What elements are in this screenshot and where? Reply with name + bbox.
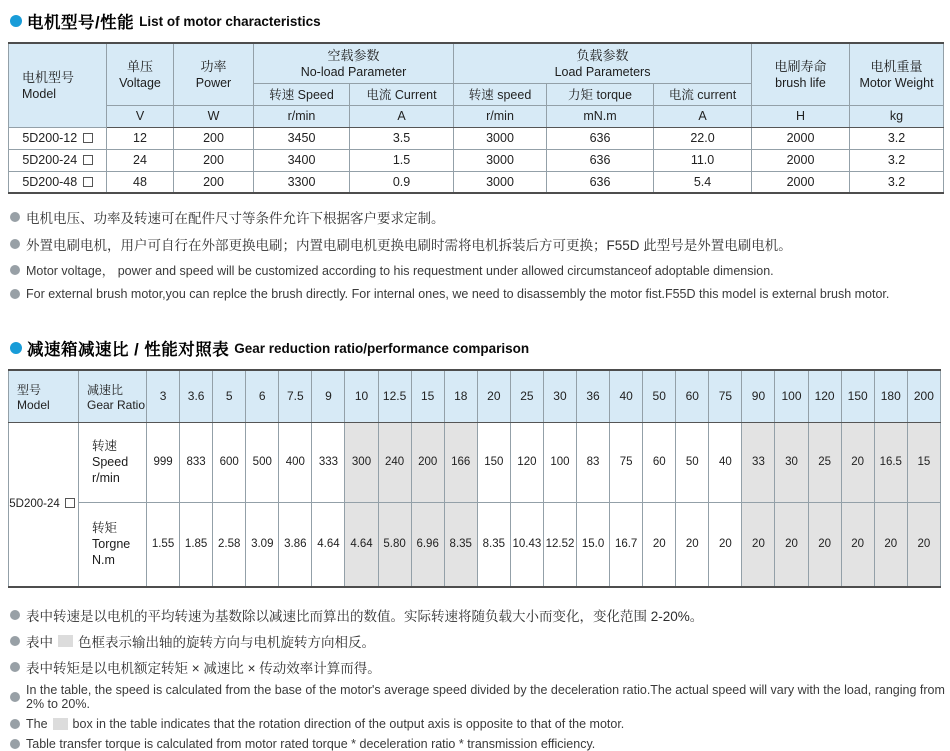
checkbox-square-icon bbox=[65, 498, 75, 508]
torque-value-cell: 20 bbox=[775, 502, 808, 587]
header-load-speed: 转速 speed bbox=[454, 83, 547, 105]
speed-value-cell: 150 bbox=[477, 422, 510, 502]
value-cell: 636 bbox=[547, 127, 654, 149]
model-cell: 5D200-12 bbox=[9, 127, 107, 149]
unit-brush-life: H bbox=[752, 105, 850, 127]
value-cell: 2000 bbox=[752, 171, 850, 193]
speed-value-cell: 166 bbox=[444, 422, 477, 502]
speed-value-cell: 50 bbox=[676, 422, 709, 502]
speed-value-cell: 15 bbox=[907, 422, 940, 502]
note-item: The box in the table indicates that the rotation direction of the output axis is opposite to that of the motor. bbox=[10, 717, 950, 731]
speed-value-cell: 30 bbox=[775, 422, 808, 502]
torque-value-cell: 2.58 bbox=[213, 502, 246, 587]
header-model-2 bbox=[9, 370, 79, 422]
speed-value-cell: 999 bbox=[147, 422, 180, 502]
header-noload-en: No-load Parameter bbox=[300, 64, 407, 79]
motor-characteristics-table bbox=[8, 42, 944, 194]
torque-value-cell: 20 bbox=[709, 502, 742, 587]
note-bullet-icon bbox=[10, 265, 20, 275]
speed-label-zh: 转速 bbox=[92, 439, 118, 453]
header-brush-zh: 电刷寿命 bbox=[774, 58, 827, 74]
ratio-header-cell: 120 bbox=[808, 370, 841, 422]
ratio-header-cell: 40 bbox=[610, 370, 643, 422]
speed-value-cell: 25 bbox=[808, 422, 841, 502]
header-load-current: 电流 current bbox=[654, 83, 752, 105]
header-weight-zh: 电机重量 bbox=[870, 58, 923, 74]
torque-value-cell: 20 bbox=[874, 502, 907, 587]
value-cell: 3.2 bbox=[850, 127, 944, 149]
speed-value-cell: 60 bbox=[643, 422, 676, 502]
value-cell: 3300 bbox=[254, 171, 350, 193]
note-item: 电机电压、功率及转速可在配件尺寸等条件允许下根据客户要求定制。 bbox=[10, 207, 950, 227]
note-item: 表中转速是以电机的平均转速为基数除以减速比而算出的数值。实际转速将随负载大小而变化，变化范围 2-20%。 bbox=[10, 605, 950, 625]
section1-title-en: List of motor characteristics bbox=[139, 13, 321, 29]
value-cell: 636 bbox=[547, 171, 654, 193]
motor-table-row bbox=[9, 149, 944, 171]
note-bullet-icon bbox=[10, 662, 20, 672]
torque-value-cell: 4.64 bbox=[345, 502, 378, 587]
header-brush-life bbox=[752, 43, 850, 105]
speed-value-cell: 20 bbox=[841, 422, 874, 502]
header-weight-en: Motor Weight bbox=[859, 75, 934, 90]
torque-label-en: Torgne bbox=[92, 537, 131, 552]
unit-motor-weight: kg bbox=[850, 105, 944, 127]
speed-value-cell: 33 bbox=[742, 422, 775, 502]
checkbox-square-icon bbox=[83, 177, 93, 187]
speed-label-en: Speed bbox=[92, 455, 129, 469]
note-item: In the table, the speed is calculated from the base of the motor's average speed divided by the deceleration ratio.The actual speed will vary with the load, ranging from 2% to 20%. bbox=[10, 683, 950, 711]
torque-value-cell: 6.96 bbox=[411, 502, 444, 587]
ratio-header-cell: 5 bbox=[213, 370, 246, 422]
section2-title bbox=[0, 327, 950, 369]
ratio-header-cell: 150 bbox=[841, 370, 874, 422]
speed-value-cell: 300 bbox=[345, 422, 378, 502]
gear-ratio-table bbox=[8, 369, 941, 588]
value-cell: 2000 bbox=[752, 127, 850, 149]
value-cell: 1.5 bbox=[350, 149, 454, 171]
value-cell: 2000 bbox=[752, 149, 850, 171]
ratio-header-cell: 18 bbox=[444, 370, 477, 422]
ratio-header-cell: 60 bbox=[676, 370, 709, 422]
speed-value-cell: 333 bbox=[312, 422, 345, 502]
section-bullet-icon bbox=[10, 15, 22, 27]
value-cell: 3.2 bbox=[850, 149, 944, 171]
note-bullet-icon bbox=[10, 719, 20, 729]
speed-value-cell: 16.5 bbox=[874, 422, 907, 502]
header-gear-ratio bbox=[79, 370, 147, 422]
value-cell: 12 bbox=[107, 127, 174, 149]
ratio-header-cell: 7.5 bbox=[279, 370, 312, 422]
header-model2-en: Model bbox=[17, 397, 50, 412]
value-cell: 3000 bbox=[454, 149, 547, 171]
note-item: 表中 色框表示输出轴的旋转方向与电机旋转方向相反。 bbox=[10, 631, 950, 651]
speed-row-label bbox=[79, 422, 147, 502]
torque-value-cell: 20 bbox=[808, 502, 841, 587]
section2-title-zh: 减速箱减速比 / 性能对照表 bbox=[27, 341, 230, 359]
torque-value-cell: 16.7 bbox=[610, 502, 643, 587]
speed-value-cell: 240 bbox=[378, 422, 411, 502]
speed-value-cell: 40 bbox=[709, 422, 742, 502]
header-model-en: Model bbox=[22, 86, 57, 101]
speed-value-cell: 600 bbox=[213, 422, 246, 502]
unit-voltage: V bbox=[107, 105, 174, 127]
value-cell: 3.5 bbox=[350, 127, 454, 149]
header-model-zh: 电机型号 bbox=[22, 69, 75, 85]
speed-value-cell: 500 bbox=[246, 422, 279, 502]
model-cell: 5D200-48 bbox=[9, 171, 107, 193]
motor-notes-list bbox=[10, 207, 950, 301]
ratio-header-cell: 3 bbox=[147, 370, 180, 422]
unit-noload-speed: r/min bbox=[254, 105, 350, 127]
value-cell: 3450 bbox=[254, 127, 350, 149]
torque-value-cell: 12.52 bbox=[543, 502, 576, 587]
header-model bbox=[9, 43, 107, 127]
value-cell: 22.0 bbox=[654, 127, 752, 149]
ratio-header-cell: 6 bbox=[246, 370, 279, 422]
torque-value-cell: 1.85 bbox=[180, 502, 213, 587]
header-power bbox=[174, 43, 254, 105]
ratio-header-cell: 3.6 bbox=[180, 370, 213, 422]
header-load-group bbox=[454, 43, 752, 83]
gear-model-cell: 5D200-24 bbox=[9, 422, 79, 587]
torque-value-cell: 20 bbox=[676, 502, 709, 587]
torque-value-cell: 20 bbox=[742, 502, 775, 587]
torque-value-cell: 4.64 bbox=[312, 502, 345, 587]
note-bullet-icon bbox=[10, 692, 20, 702]
ratio-header-cell: 9 bbox=[312, 370, 345, 422]
note-bullet-icon bbox=[10, 636, 20, 646]
ratio-header-cell: 180 bbox=[874, 370, 907, 422]
speed-value-cell: 120 bbox=[510, 422, 543, 502]
ratio-header-cell: 10 bbox=[345, 370, 378, 422]
motor-table-row bbox=[9, 171, 944, 193]
checkbox-square-icon bbox=[83, 155, 93, 165]
torque-value-cell: 5.80 bbox=[378, 502, 411, 587]
header-brush-en: brush life bbox=[775, 75, 826, 90]
header-load-zh: 负载参数 bbox=[576, 47, 629, 63]
unit-load-speed: r/min bbox=[454, 105, 547, 127]
speed-value-cell: 833 bbox=[180, 422, 213, 502]
value-cell: 3.2 bbox=[850, 171, 944, 193]
header-noload-speed: 转速 Speed bbox=[254, 83, 350, 105]
header-voltage-en: Voltage bbox=[119, 75, 161, 90]
torque-value-cell: 1.55 bbox=[147, 502, 180, 587]
speed-label-unit: r/min bbox=[92, 471, 120, 485]
reversed-rotation-swatch bbox=[53, 718, 68, 730]
header-ratio-en: Gear Ratio bbox=[87, 397, 146, 412]
header-load-torque: 力矩 torque bbox=[547, 83, 654, 105]
header-motor-weight bbox=[850, 43, 944, 105]
speed-value-cell: 100 bbox=[543, 422, 576, 502]
ratio-header-cell: 20 bbox=[477, 370, 510, 422]
unit-power: W bbox=[174, 105, 254, 127]
header-noload-zh: 空载参数 bbox=[327, 47, 380, 63]
ratio-header-cell: 200 bbox=[907, 370, 940, 422]
torque-value-cell: 3.09 bbox=[246, 502, 279, 587]
motor-table-row bbox=[9, 127, 944, 149]
value-cell: 200 bbox=[174, 171, 254, 193]
note-bullet-icon bbox=[10, 739, 20, 749]
header-voltage bbox=[107, 43, 174, 105]
torque-label-unit: N.m bbox=[92, 553, 115, 568]
header-voltage-zh: 单压 bbox=[126, 58, 153, 74]
torque-label-zh: 转矩 bbox=[92, 521, 118, 536]
note-bullet-icon bbox=[10, 610, 20, 620]
torque-value-cell: 20 bbox=[841, 502, 874, 587]
speed-value-cell: 75 bbox=[610, 422, 643, 502]
note-bullet-icon bbox=[10, 239, 20, 249]
value-cell: 24 bbox=[107, 149, 174, 171]
ratio-header-cell: 12.5 bbox=[378, 370, 411, 422]
value-cell: 0.9 bbox=[350, 171, 454, 193]
torque-value-cell: 20 bbox=[907, 502, 940, 587]
torque-row-label bbox=[79, 502, 147, 587]
torque-value-cell: 8.35 bbox=[477, 502, 510, 587]
torque-value-cell: 8.35 bbox=[444, 502, 477, 587]
header-ratio-zh: 减速比 bbox=[87, 382, 124, 397]
header-noload-group bbox=[254, 43, 454, 83]
reversed-rotation-swatch bbox=[58, 635, 73, 647]
header-power-zh: 功率 bbox=[200, 58, 227, 74]
ratio-header-cell: 36 bbox=[577, 370, 610, 422]
value-cell: 200 bbox=[174, 127, 254, 149]
ratio-header-cell: 25 bbox=[510, 370, 543, 422]
value-cell: 11.0 bbox=[654, 149, 752, 171]
header-noload-current: 电流 Current bbox=[350, 83, 454, 105]
value-cell: 3000 bbox=[454, 127, 547, 149]
section1-title bbox=[0, 0, 950, 42]
note-item: 外置电刷电机，用户可自行在外部更换电刷；内置电刷电机更换电刷时需将电机拆装后方可更换；F55D 此型号是外置电刷电机。 bbox=[10, 234, 950, 254]
value-cell: 200 bbox=[174, 149, 254, 171]
value-cell: 3400 bbox=[254, 149, 350, 171]
note-bullet-icon bbox=[10, 289, 20, 299]
note-bullet-icon bbox=[10, 212, 20, 222]
gear-notes-list bbox=[10, 605, 950, 751]
note-item: For external brush motor,you can replce the brush directly. For internal ones, we need to disassembly the motor fist.F55D this model is external brush motor. bbox=[10, 287, 950, 301]
unit-load-torque: mN.m bbox=[547, 105, 654, 127]
torque-value-cell: 10.43 bbox=[510, 502, 543, 587]
ratio-header-cell: 90 bbox=[742, 370, 775, 422]
ratio-header-cell: 30 bbox=[543, 370, 576, 422]
value-cell: 3000 bbox=[454, 171, 547, 193]
value-cell: 5.4 bbox=[654, 171, 752, 193]
unit-noload-current: A bbox=[350, 105, 454, 127]
ratio-header-cell: 75 bbox=[709, 370, 742, 422]
unit-load-current: A bbox=[654, 105, 752, 127]
ratio-header-cell: 50 bbox=[643, 370, 676, 422]
note-item: Table transfer torque is calculated from motor rated torque * deceleration ratio * transmission efficiency. bbox=[10, 737, 950, 751]
header-model2-zh: 型号 bbox=[17, 382, 42, 397]
ratio-header-cell: 15 bbox=[411, 370, 444, 422]
header-load-en: Load Parameters bbox=[554, 64, 651, 79]
speed-value-cell: 200 bbox=[411, 422, 444, 502]
torque-value-cell: 20 bbox=[643, 502, 676, 587]
note-item: Motor voltage， power and speed will be customized according to his requestment under allowed circumstanceof adoptable dimension. bbox=[10, 261, 950, 279]
value-cell: 48 bbox=[107, 171, 174, 193]
speed-value-cell: 83 bbox=[577, 422, 610, 502]
note-item: 表中转矩是以电机额定转矩 × 减速比 × 传动效率计算而得。 bbox=[10, 657, 950, 677]
section2-title-en: Gear reduction ratio/performance comparison bbox=[234, 340, 530, 356]
speed-value-cell: 400 bbox=[279, 422, 312, 502]
value-cell: 636 bbox=[547, 149, 654, 171]
header-power-en: Power bbox=[195, 75, 232, 90]
model-cell: 5D200-24 bbox=[9, 149, 107, 171]
torque-value-cell: 15.0 bbox=[577, 502, 610, 587]
ratio-header-cell: 100 bbox=[775, 370, 808, 422]
torque-value-cell: 3.86 bbox=[279, 502, 312, 587]
section-bullet-icon bbox=[10, 342, 22, 354]
section1-title-zh: 电机型号/性能 bbox=[27, 14, 135, 32]
checkbox-square-icon bbox=[83, 133, 93, 143]
